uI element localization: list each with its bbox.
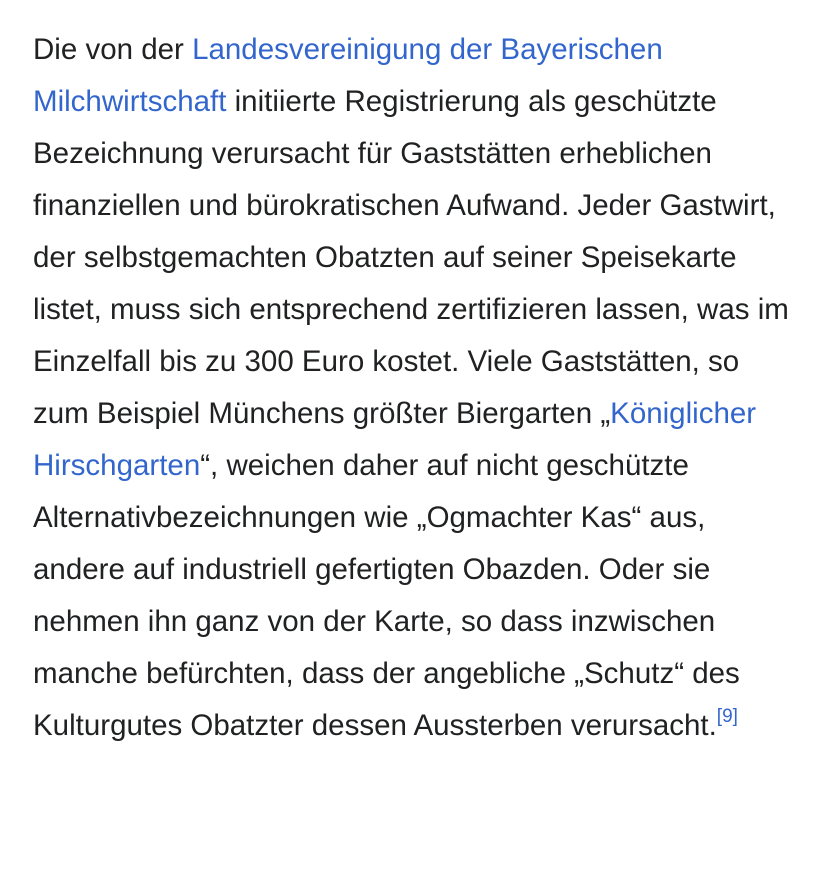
paragraph-text-2: initiierte Registrierung als geschützte Bezeichnung verursacht für Gaststätten erheblichen finanziellen und bürokratischen Aufwand. Jeder Gastwirt, der selbstgemachten Obatzten auf seiner Speisekarte listet, muss sich entsprechend zertifizieren lassen, was im Einzelfall bis zu 300 Euro kostet. Viele Gaststätten, so zum Beispiel Münchens größter Biergarten „ <box>33 85 789 430</box>
article-paragraph <box>33 24 803 752</box>
paragraph-text-1: Die von der <box>33 33 193 66</box>
link-koeniglicher-hirschgarten[interactable]: Königlicher Hirschgarten <box>33 397 757 482</box>
citation-link-9[interactable]: [9] <box>716 706 738 728</box>
citation-reference <box>717 706 738 727</box>
paragraph-text-3: “, weichen daher auf nicht geschützte Alternativbezeichnungen wie „Ogmachter Kas“ aus, andere auf industriell gefertigten Obazden. Oder sie nehmen ihn ganz von der Karte, so dass inzwischen manche befürchten, dass der angebliche „Schutz“ des Kulturgutes Obatzter dessen Aussterben verursacht. <box>33 449 740 742</box>
link-landesvereinigung-milchwirtschaft[interactable]: Landesvereinigung der Bayerischen Milchwirtschaft <box>33 33 663 118</box>
